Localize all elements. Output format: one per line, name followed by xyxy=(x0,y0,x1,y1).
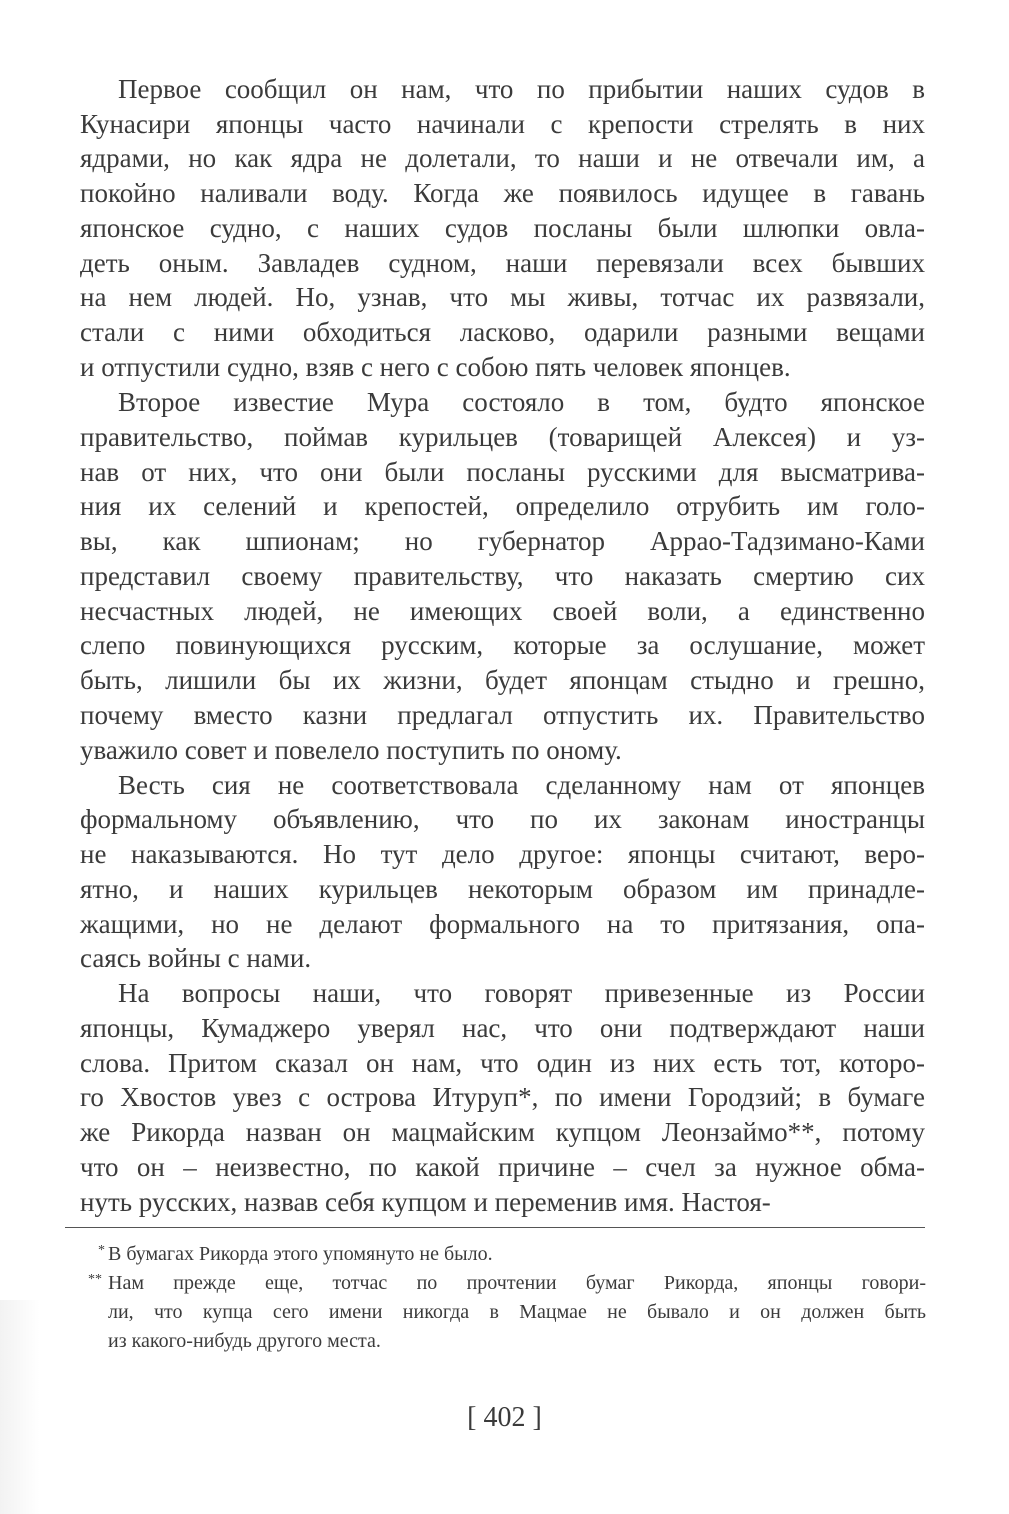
text-line: слепо повинующихся русским, которые за ослушание, может xyxy=(80,630,925,660)
text-line: На вопросы наши, что говорят привезенные из России xyxy=(118,978,925,1008)
text-line: несчастных людей, не имеющих своей воли, а единственно xyxy=(80,596,925,626)
footnote-line: ли, что купца сего имени никогда в Мацмае не бывало и он должен быть xyxy=(108,1301,926,1323)
text-line: Кунасири японцы часто начинали с крепости стрелять в них xyxy=(80,109,925,139)
text-line: нав от них, что они были посланы русскими для высматрива- xyxy=(80,457,925,487)
text-line: стали с ними обходиться ласково, одарили разными вещами xyxy=(80,317,925,347)
text-line: ния их селений и крепостей, определило отрубить им голо- xyxy=(80,491,925,521)
text-line: почему вместо казни предлагал отпустить их. Правительство xyxy=(80,700,925,730)
text-line: покойно наливали воду. Когда же появилось идущее в гавань xyxy=(80,178,925,208)
text-line: вы, как шпионам; но губернатор Аррао-Тадзимано-Ками xyxy=(80,526,925,556)
text-line: правительство, поймав курильцев (товарищей Алексея) и уз- xyxy=(80,422,925,452)
text-line: что он – неизвестно, по какой причине – счел за нужное обма- xyxy=(80,1152,925,1182)
footnote-line: В бумагах Рикорда этого упомянуто не было. xyxy=(108,1243,493,1265)
footnote-line: из какого-нибудь другого места. xyxy=(108,1330,381,1352)
text-line: ятно, и наших курильцев некоторым образом им принадле- xyxy=(80,874,925,904)
text-line: японцы, Кумаджеро уверял нас, что они подтверждают наши xyxy=(80,1013,925,1043)
text-line: же Рикорда назван он мацмайским купцом Леонзаймо**, потому xyxy=(80,1117,925,1147)
text-line: саясь войны с нами. xyxy=(80,943,312,973)
text-line: Второе известие Мура состояло в том, будто японское xyxy=(118,387,925,417)
text-line: на нем людей. Но, узнав, что мы живы, тотчас их развязали, xyxy=(80,282,925,312)
text-line: нуть русских, назвав себя купцом и переменив имя. Настоя- xyxy=(80,1187,771,1217)
text-line: формальному объявлению, что по их законам иностранцы xyxy=(80,804,925,834)
text-line: и отпустили судно, взяв с него с собою пять человек японцев. xyxy=(80,352,791,382)
text-line: деть оным. Завладев судном, наши перевязали всех бывших xyxy=(80,248,925,278)
text-line: ядрами, но как ядра не долетали, то наши и не отвечали им, а xyxy=(80,143,925,173)
footnote-marker: ** xyxy=(88,1272,102,1287)
text-line: го Хвостов увез с острова Итуруп*, по имени Городзий; в бумаге xyxy=(80,1082,925,1112)
text-line: жащими, но не делают формального на то притязания, опа- xyxy=(80,909,925,939)
text-line: слова. Притом сказал он нам, что один из них есть тот, которо- xyxy=(80,1048,925,1078)
text-line: не наказываются. Но тут дело другое: японцы считают, веро- xyxy=(80,839,925,869)
text-line: уважило совет и повелело поступить по оному. xyxy=(80,735,622,765)
footnote-divider xyxy=(65,1227,925,1228)
text-line: японское судно, с наших судов посланы были шлюпки овла- xyxy=(80,213,925,243)
page-number: [ 402 ] xyxy=(467,1402,542,1433)
footnote-line: Нам прежде еще, тотчас по прочтении бумаг Рикорда, японцы говори- xyxy=(108,1272,926,1294)
footnote-marker: * xyxy=(98,1243,105,1258)
text-line: быть, лишили бы их жизни, будет японцам стыдно и грешно, xyxy=(80,665,925,695)
text-line: Весть сия не соответствовала сделанному нам от японцев xyxy=(118,770,925,800)
text-line: представил своему правительству, что наказать смертию сих xyxy=(80,561,925,591)
text-line: Первое сообщил он нам, что по прибытии наших судов в xyxy=(118,74,925,104)
